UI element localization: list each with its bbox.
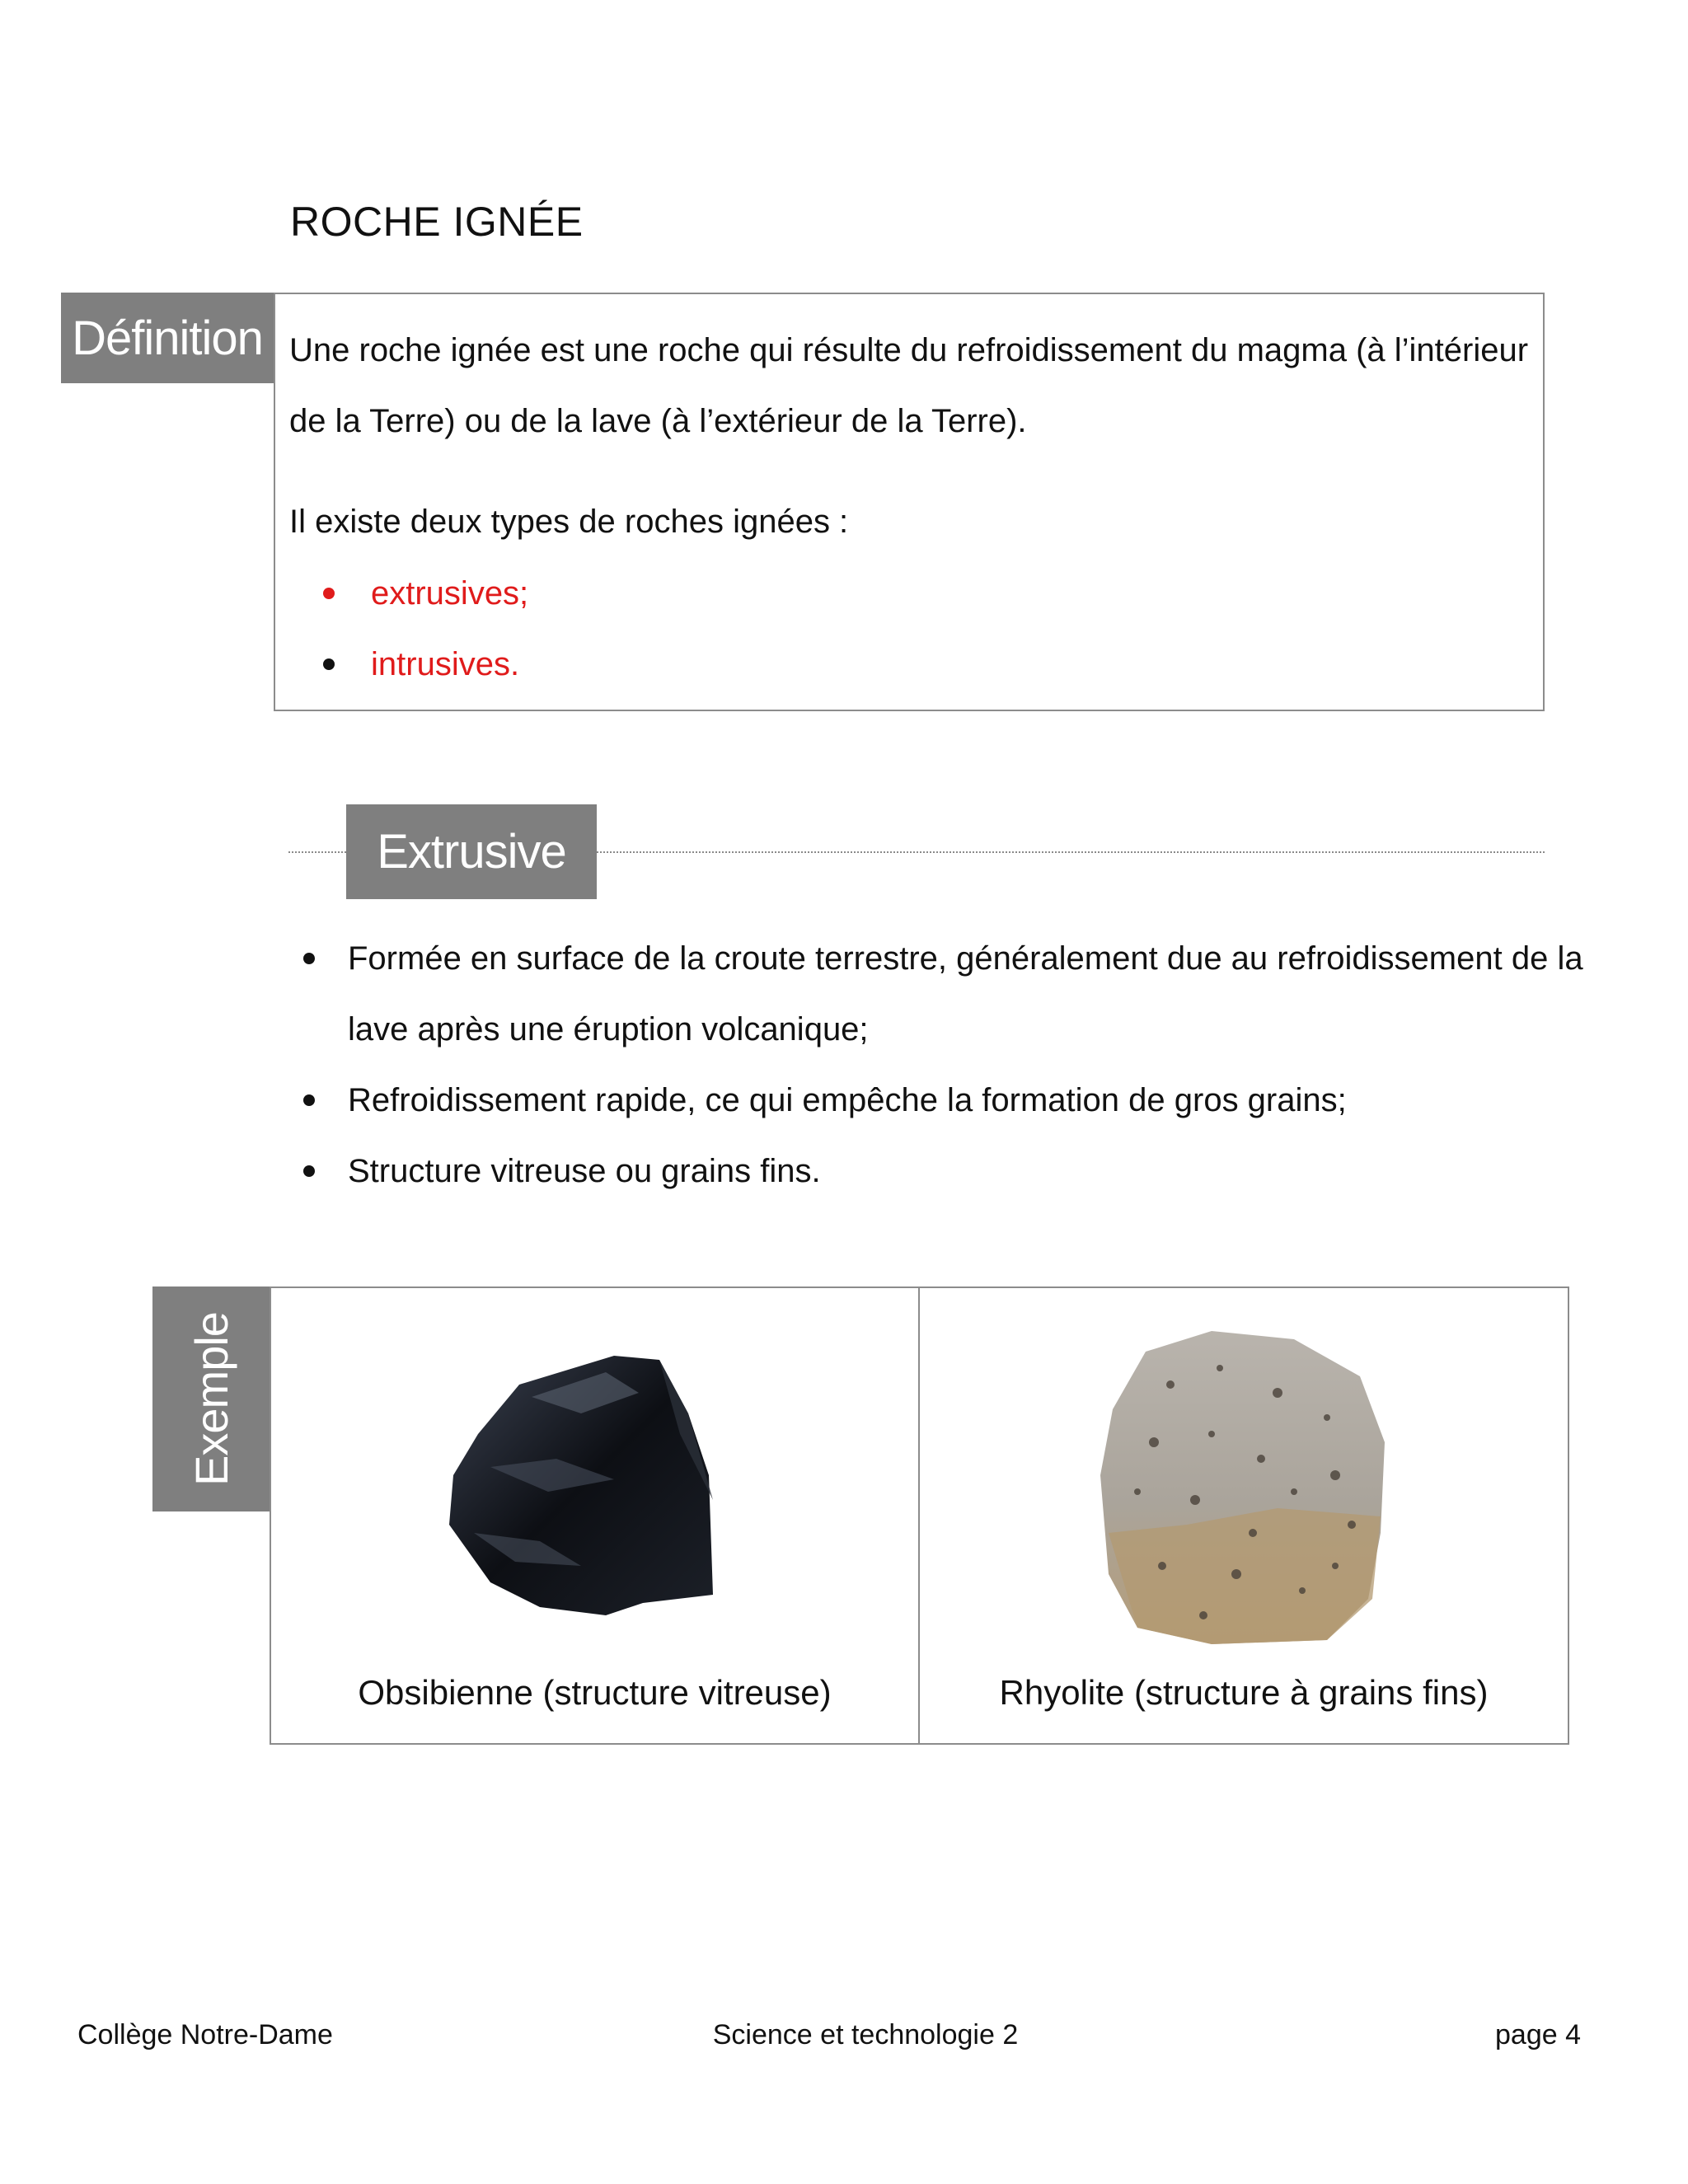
- rhyolite-rock-image: [1088, 1327, 1401, 1652]
- example-caption: Obsibienne (structure vitreuse): [358, 1673, 832, 1712]
- example-caption: Rhyolite (structure à grains fins): [999, 1673, 1489, 1712]
- list-item: [298, 923, 1634, 1065]
- divider-line: [288, 851, 346, 853]
- list-item-text: Formée en surface de la croute terrestre, généralement due au refroidissement de la lave après une éruption volcanique;: [348, 940, 1583, 1047]
- list-item: [298, 1065, 1634, 1136]
- bullet-icon: [303, 1165, 315, 1177]
- footer-page-number: page 4: [1495, 2019, 1581, 2050]
- obsidian-rock-image: [441, 1335, 754, 1640]
- page-title: ROCHE IGNÉE: [290, 199, 584, 245]
- definition-text: Une roche ignée est une roche qui résulte du refroidissement du magma (à l’intérieur de la Terre) ou de la lave (à l’extérieur de la Terre).: [289, 332, 1529, 439]
- definition-tag: Définition: [61, 293, 274, 383]
- bullet-icon: [323, 588, 335, 599]
- bullet-icon: [323, 658, 335, 670]
- example-tag: [152, 1286, 270, 1511]
- extrusive-list: [298, 923, 1634, 1207]
- list-item-text: Structure vitreuse ou grains fins.: [348, 1153, 821, 1189]
- type-label: extrusives;: [371, 574, 529, 612]
- list-item-text: Refroidissement rapide, ce qui empêche la formation de gros grains;: [348, 1082, 1347, 1118]
- divider-line: [597, 851, 1545, 853]
- definition-types-intro: Il existe deux types de roches ignées :: [289, 504, 849, 540]
- footer-course: Science et technologie 2: [712, 2019, 1019, 2050]
- list-item: [298, 1136, 1634, 1207]
- type-label: intrusives.: [371, 645, 520, 682]
- footer-school: Collège Notre-Dame: [77, 2019, 333, 2050]
- bullet-icon: [303, 953, 315, 964]
- list-item: [323, 558, 528, 629]
- extrusive-tag: Extrusive: [346, 804, 597, 899]
- example-tag-label: Exemple: [185, 1312, 237, 1486]
- bullet-icon: [303, 1094, 315, 1106]
- list-item: [323, 629, 519, 700]
